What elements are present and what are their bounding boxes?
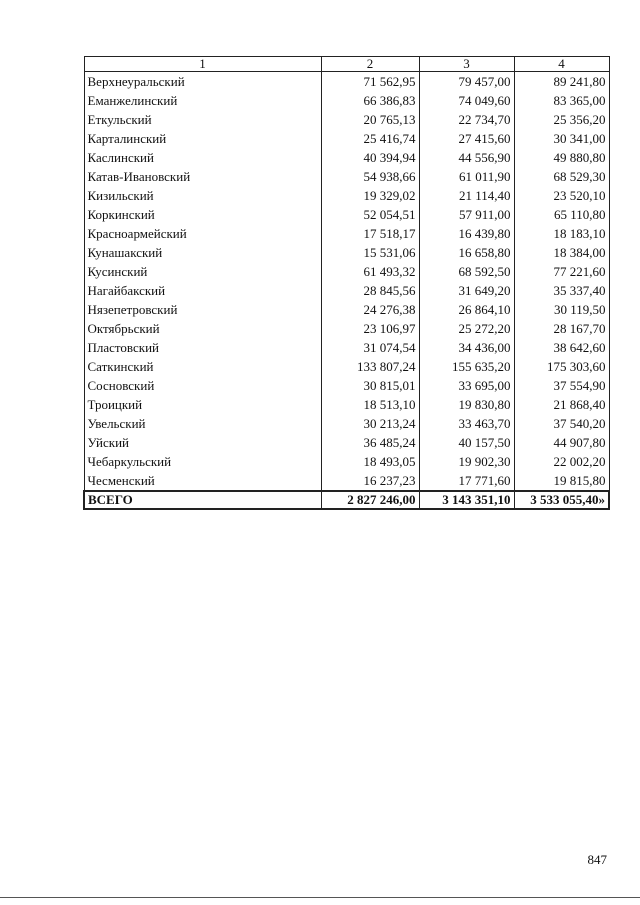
district-name-cell: Нязепетровский xyxy=(84,300,321,319)
value-cell: 66 386,83 xyxy=(321,91,419,110)
value-cell: 49 880,80 xyxy=(514,148,609,167)
value-cell: 18 384,00 xyxy=(514,243,609,262)
value-cell: 17 518,17 xyxy=(321,224,419,243)
table-body xyxy=(84,72,609,492)
district-name-cell: Саткинский xyxy=(84,357,321,376)
table-row xyxy=(84,357,609,376)
table-row xyxy=(84,129,609,148)
district-name-cell: Красноармейский xyxy=(84,224,321,243)
value-cell: 35 337,40 xyxy=(514,281,609,300)
district-name-cell: Сосновский xyxy=(84,376,321,395)
table-row xyxy=(84,262,609,281)
total-value: 3 533 055,40» xyxy=(514,491,609,509)
value-cell: 26 864,10 xyxy=(419,300,514,319)
table-row xyxy=(84,319,609,338)
district-name-cell: Верхнеуральский xyxy=(84,72,321,92)
value-cell: 71 562,95 xyxy=(321,72,419,92)
value-cell: 34 436,00 xyxy=(419,338,514,357)
bottom-divider xyxy=(0,897,640,898)
value-cell: 22 734,70 xyxy=(419,110,514,129)
value-cell: 133 807,24 xyxy=(321,357,419,376)
value-cell: 52 054,51 xyxy=(321,205,419,224)
table-row xyxy=(84,471,609,491)
value-cell: 23 106,97 xyxy=(321,319,419,338)
value-cell: 175 303,60 xyxy=(514,357,609,376)
value-cell: 77 221,60 xyxy=(514,262,609,281)
district-name-cell: Еманжелинский xyxy=(84,91,321,110)
page-number: 847 xyxy=(587,852,607,867)
value-cell: 37 554,90 xyxy=(514,376,609,395)
value-cell: 36 485,24 xyxy=(321,433,419,452)
value-cell: 19 815,80 xyxy=(514,471,609,491)
value-cell: 83 365,00 xyxy=(514,91,609,110)
table-row xyxy=(84,110,609,129)
value-cell: 57 911,00 xyxy=(419,205,514,224)
value-cell: 18 183,10 xyxy=(514,224,609,243)
value-cell: 30 341,00 xyxy=(514,129,609,148)
value-cell: 25 272,20 xyxy=(419,319,514,338)
value-cell: 89 241,80 xyxy=(514,72,609,92)
value-cell: 79 457,00 xyxy=(419,72,514,92)
value-cell: 22 002,20 xyxy=(514,452,609,471)
district-name-cell: Кусинский xyxy=(84,262,321,281)
value-cell: 30 119,50 xyxy=(514,300,609,319)
value-cell: 16 658,80 xyxy=(419,243,514,262)
table-row xyxy=(84,338,609,357)
header-row xyxy=(84,57,609,72)
district-name-cell: Чесменский xyxy=(84,471,321,491)
district-name-cell: Чебаркульский xyxy=(84,452,321,471)
value-cell: 30 213,24 xyxy=(321,414,419,433)
value-cell: 24 276,38 xyxy=(321,300,419,319)
value-cell: 33 695,00 xyxy=(419,376,514,395)
value-cell: 40 157,50 xyxy=(419,433,514,452)
district-name-cell: Нагайбакский xyxy=(84,281,321,300)
value-cell: 15 531,06 xyxy=(321,243,419,262)
value-cell: 28 845,56 xyxy=(321,281,419,300)
table-footer xyxy=(84,491,609,509)
value-cell: 19 329,02 xyxy=(321,186,419,205)
table-row xyxy=(84,243,609,262)
table-row xyxy=(84,433,609,452)
value-cell: 19 902,30 xyxy=(419,452,514,471)
header-cell: 2 xyxy=(321,57,419,72)
district-name-cell: Троицкий xyxy=(84,395,321,414)
value-cell: 30 815,01 xyxy=(321,376,419,395)
value-cell: 38 642,60 xyxy=(514,338,609,357)
value-cell: 28 167,70 xyxy=(514,319,609,338)
table-row xyxy=(84,300,609,319)
value-cell: 23 520,10 xyxy=(514,186,609,205)
value-cell: 21 114,40 xyxy=(419,186,514,205)
value-cell: 31 074,54 xyxy=(321,338,419,357)
total-label: ВСЕГО xyxy=(84,491,321,509)
value-cell: 44 907,80 xyxy=(514,433,609,452)
table-row xyxy=(84,281,609,300)
value-cell: 54 938,66 xyxy=(321,167,419,186)
value-cell: 16 237,23 xyxy=(321,471,419,491)
district-name-cell: Карталинский xyxy=(84,129,321,148)
district-name-cell: Каслинский xyxy=(84,148,321,167)
value-cell: 68 529,30 xyxy=(514,167,609,186)
district-name-cell: Кизильский xyxy=(84,186,321,205)
value-cell: 65 110,80 xyxy=(514,205,609,224)
district-name-cell: Катав-Ивановский xyxy=(84,167,321,186)
table-row xyxy=(84,148,609,167)
value-cell: 27 415,60 xyxy=(419,129,514,148)
table-row xyxy=(84,205,609,224)
value-cell: 68 592,50 xyxy=(419,262,514,281)
value-cell: 31 649,20 xyxy=(419,281,514,300)
district-name-cell: Уйский xyxy=(84,433,321,452)
table-row xyxy=(84,186,609,205)
district-name-cell: Коркинский xyxy=(84,205,321,224)
value-cell: 25 416,74 xyxy=(321,129,419,148)
table-row xyxy=(84,167,609,186)
value-cell: 44 556,90 xyxy=(419,148,514,167)
value-cell: 16 439,80 xyxy=(419,224,514,243)
table-row xyxy=(84,395,609,414)
table-row xyxy=(84,72,609,92)
header-cell: 3 xyxy=(419,57,514,72)
value-cell: 74 049,60 xyxy=(419,91,514,110)
total-value: 3 143 351,10 xyxy=(419,491,514,509)
value-cell: 33 463,70 xyxy=(419,414,514,433)
total-value: 2 827 246,00 xyxy=(321,491,419,509)
value-cell: 18 513,10 xyxy=(321,395,419,414)
data-table xyxy=(83,56,610,510)
table-row xyxy=(84,224,609,243)
value-cell: 21 868,40 xyxy=(514,395,609,414)
district-name-cell: Увельский xyxy=(84,414,321,433)
value-cell: 18 493,05 xyxy=(321,452,419,471)
value-cell: 17 771,60 xyxy=(419,471,514,491)
header-cell: 1 xyxy=(84,57,321,72)
table-row xyxy=(84,452,609,471)
header-cell: 4 xyxy=(514,57,609,72)
total-row xyxy=(84,491,609,509)
value-cell: 61 493,32 xyxy=(321,262,419,281)
district-name-cell: Кунашакский xyxy=(84,243,321,262)
value-cell: 40 394,94 xyxy=(321,148,419,167)
value-cell: 155 635,20 xyxy=(419,357,514,376)
value-cell: 37 540,20 xyxy=(514,414,609,433)
value-cell: 61 011,90 xyxy=(419,167,514,186)
table-row xyxy=(84,376,609,395)
value-cell: 25 356,20 xyxy=(514,110,609,129)
district-name-cell: Октябрьский xyxy=(84,319,321,338)
district-name-cell: Пластовский xyxy=(84,338,321,357)
table-row xyxy=(84,414,609,433)
district-name-cell: Еткульский xyxy=(84,110,321,129)
value-cell: 20 765,13 xyxy=(321,110,419,129)
value-cell: 19 830,80 xyxy=(419,395,514,414)
table-row xyxy=(84,91,609,110)
table-header xyxy=(84,57,609,72)
